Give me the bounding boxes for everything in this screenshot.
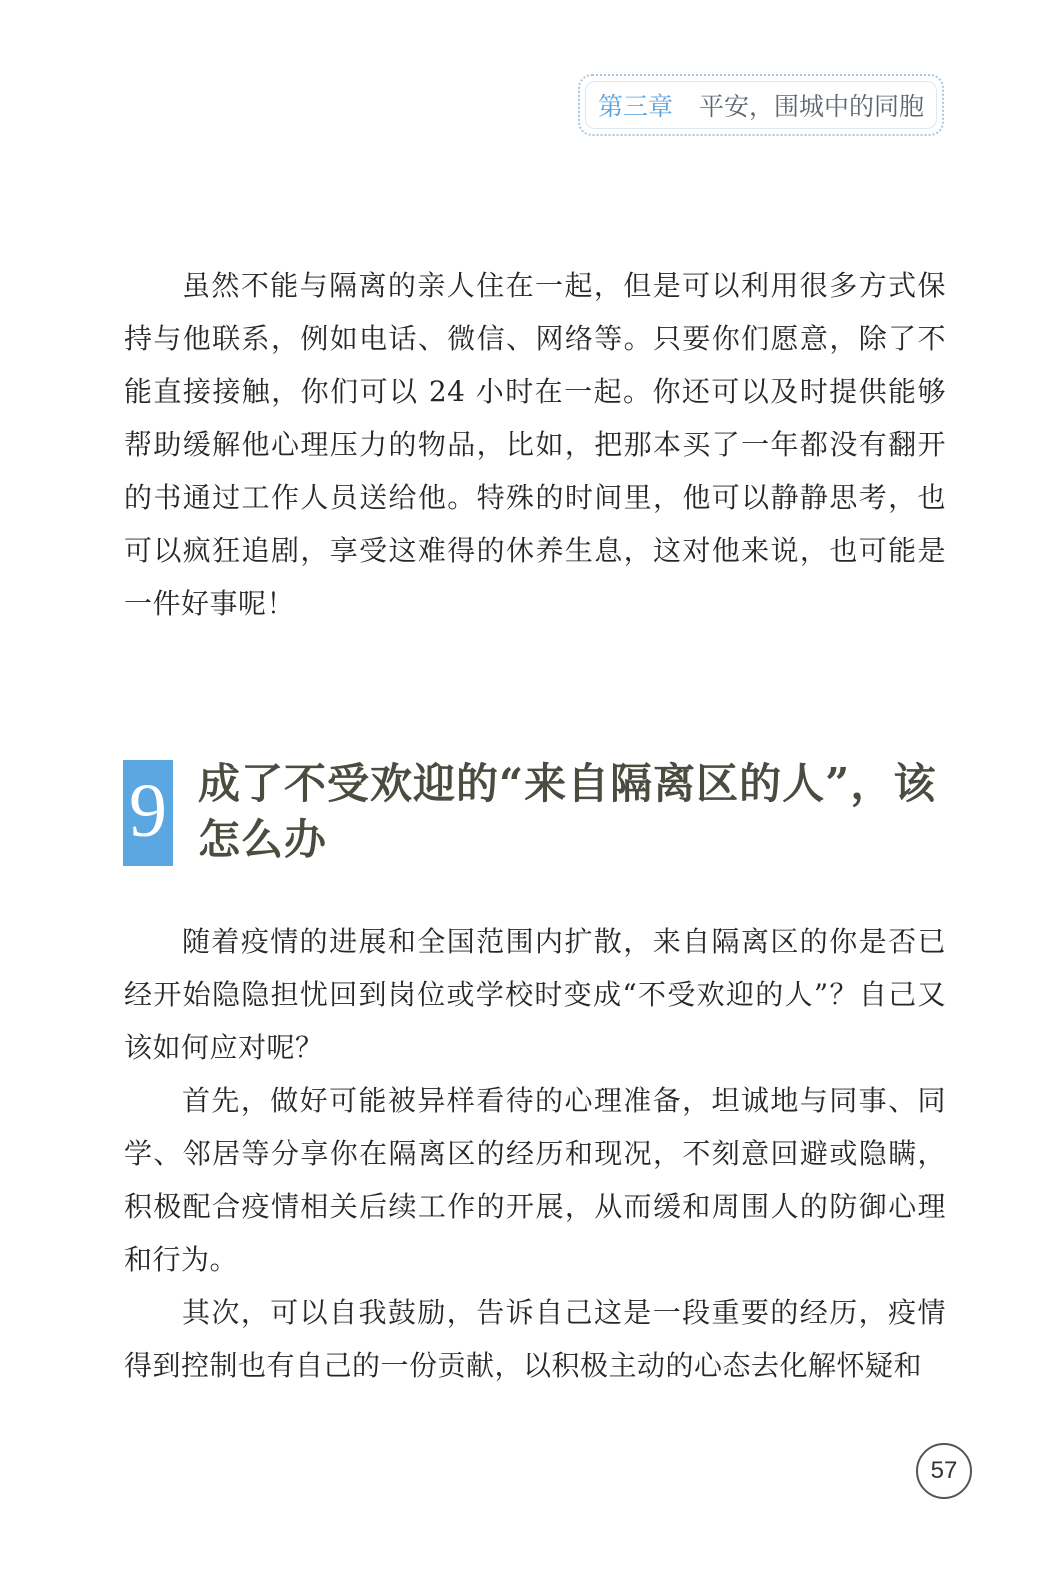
chapter-title: 平安，围城中的同胞 (699, 92, 925, 121)
body-paragraph: 首先，做好可能被异样看待的心理准备，坦诚地与同事、同学、邻居等分享你在隔离区的经历和现况，不刻意回避或隐瞒，积极配合疫情相关后续工作的开展，从而缓和周围人的防御心理和行为。 (124, 1084, 946, 1276)
section-number: 9 (129, 769, 167, 853)
chapter-number: 第三章 (597, 92, 673, 121)
chapter-header-badge (578, 74, 944, 136)
section-heading: 成了不受欢迎的“来自隔离区的人”，该怎么办 (198, 759, 937, 864)
page-number: 57 (916, 1443, 972, 1499)
section-number-block (123, 760, 173, 866)
body-paragraph: 虽然不能与隔离的亲人住在一起，但是可以利用很多方式保持与他联系，例如电话、微信、网络等。只要你们愿意，除了不能直接接触，你们可以 24 小时在一起。你还可以及时提供能够帮助缓解他心理压力的物品，比如，把那本买了一年都没有翻开的书通过工作人员送给他。特殊的时间里，他可以静静思考，也可以疯狂追剧，享受这难得的休养生息，这对他来说，也可能是一件好事呢！ (124, 269, 946, 620)
body-paragraph: 随着疫情的进展和全国范围内扩散，来自隔离区的你是否已经开始隐隐担忧回到岗位或学校时变成“不受欢迎的人”？自己又该如何应对呢？ (124, 925, 946, 1064)
body-paragraph: 其次，可以自我鼓励，告诉自己这是一段重要的经历，疫情得到控制也有自己的一份贡献，以积极主动的心态去化解怀疑和 (124, 1296, 946, 1382)
